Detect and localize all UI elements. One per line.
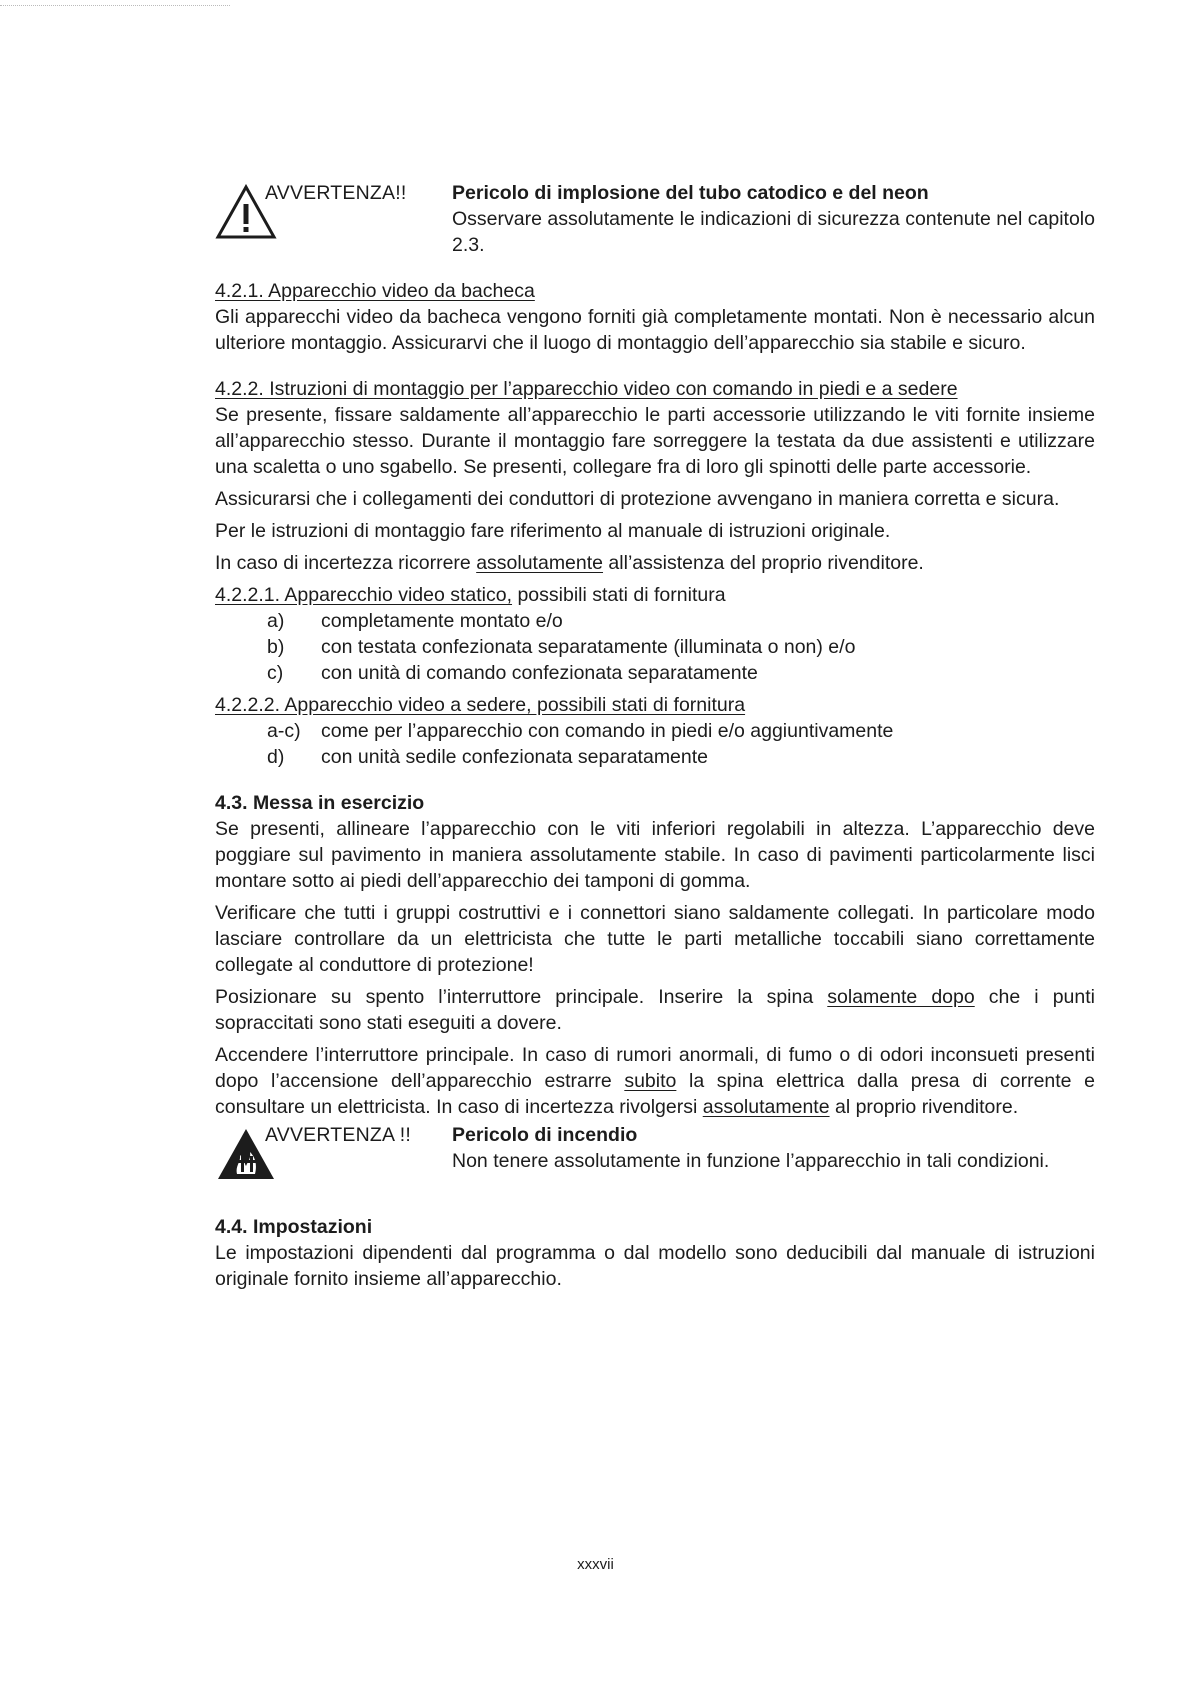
section-4-2-2	[215, 376, 1095, 576]
section-heading: 4.2.2.1. Apparecchio video statico, possibili stati di fornitura	[215, 584, 726, 606]
warning-fire	[215, 1122, 1095, 1196]
section-4-2-2-2	[215, 692, 1095, 770]
warning-title: Pericolo di implosione del tubo catodico e del neon	[452, 182, 929, 204]
paragraph: Accendere l’interruttore principale. In caso di rumori anormali, di fumo o di odori inconsueti presenti dopo l’accensione dell’apparecchio estrarre subito la spina elettrica dalla presa di corrente e consultare un elettricista. In caso di incertezza rivolgersi assolutamente al proprio rivenditore.	[215, 1044, 1096, 1118]
emphasis: solamente dopo	[827, 986, 975, 1008]
section-4-2-1	[215, 278, 1095, 356]
supply-list	[215, 608, 1095, 686]
warning-implosion	[215, 180, 1095, 264]
paragraph: Gli apparecchi video da bacheca vengono forniti già completamente montati. Non è necessario alcun ulteriore montaggio. Assicurarvi che il luogo di montaggio dell’apparecchio sia stabile e sicuro.	[215, 306, 1095, 354]
section-heading: 4.2.1. Apparecchio video da bacheca	[215, 280, 535, 302]
warning-title: Pericolo di incendio	[452, 1124, 638, 1146]
paragraph: Per le istruzioni di montaggio fare riferimento al manuale di istruzioni originale.	[215, 520, 891, 542]
emphasis: subito	[624, 1070, 677, 1092]
warning-text: Non tenere assolutamente in funzione l’apparecchio in tali condizioni.	[452, 1150, 1050, 1172]
section-4-2-2-1	[215, 582, 1095, 686]
list-item: b) con testata confezionata separatamente (illuminata o non) e/o	[267, 636, 856, 658]
warning-text: Osservare assolutamente le indicazioni di sicurezza contenute nel capitolo 2.3.	[452, 208, 1095, 256]
paragraph: Le impostazioni dipendenti dal programma o dal modello sono deducibili dal manuale di istruzioni originale fornito insieme all’apparecchio.	[215, 1242, 1095, 1290]
emphasis: assolutamente	[476, 552, 604, 574]
list-item: a) completamente montato e/o	[267, 610, 563, 632]
list-item: d) con unità sedile confezionata separatamente	[267, 746, 709, 768]
list-item: a-c) come per l’apparecchio con comando in piedi e/o aggiuntivamente	[267, 720, 894, 742]
paragraph: Assicurarsi che i collegamenti dei conduttori di protezione avvengano in maniera corretta e sicura.	[215, 488, 1060, 510]
list-item: c) con unità di comando confezionata separatamente	[267, 662, 758, 684]
paragraph: Se presenti, allineare l’apparecchio con le viti inferiori regolabili in altezza. L’apparecchio deve poggiare sul pavimento in maniera assolutamente stabile. In caso di pavimenti particolarmente lisci montare sotto ai piedi dell’apparecchio dei tamponi di gomma.	[215, 818, 1095, 892]
section-4-4	[215, 1214, 1095, 1292]
emphasis: assolutamente	[702, 1096, 830, 1118]
paragraph: Posizionare su spento l’interruttore principale. Inserire la spina solamente dopo che i punti sopraccitati sono stati eseguiti a dovere.	[215, 986, 1095, 1034]
paragraph: Se presente, fissare saldamente all’apparecchio le parti accessorie utilizzando le viti fornite insieme all’apparecchio stesso. Durante il montaggio fare sorreggere la testata da due assistenti e utilizzare una scaletta o uno sgabello. Se presenti, collegare fra di loro gli spinotti delle parte accessorie.	[215, 404, 1095, 478]
section-4-3	[215, 790, 1095, 1120]
document-page	[215, 180, 1095, 1292]
section-heading: 4.3. Messa in esercizio	[215, 792, 425, 814]
paragraph: Verificare che tutti i gruppi costruttivi e i connettori siano saldamente collegati. In particolare modo lasciare controllare da un elettricista che tutte le parti metalliche toccabili siano correttamente collegate al conduttore di protezione!	[215, 902, 1095, 976]
warning-label: AVVERTENZA !!	[265, 1124, 412, 1146]
section-heading: 4.4. Impostazioni	[215, 1216, 373, 1238]
paragraph: In caso di incertezza ricorrere assolutamente all’assistenza del proprio rivenditore.	[215, 552, 924, 574]
section-heading: 4.2.2.2. Apparecchio video a sedere, possibili stati di fornitura	[215, 694, 746, 716]
warning-label: AVVERTENZA!!	[265, 182, 407, 204]
scan-edge-rule	[0, 5, 230, 6]
section-heading: 4.2.2. Istruzioni di montaggio per l’apparecchio video con comando in piedi e a sedere	[215, 378, 958, 400]
page-number: xxxvii	[577, 1556, 614, 1573]
supply-list	[215, 718, 1095, 770]
